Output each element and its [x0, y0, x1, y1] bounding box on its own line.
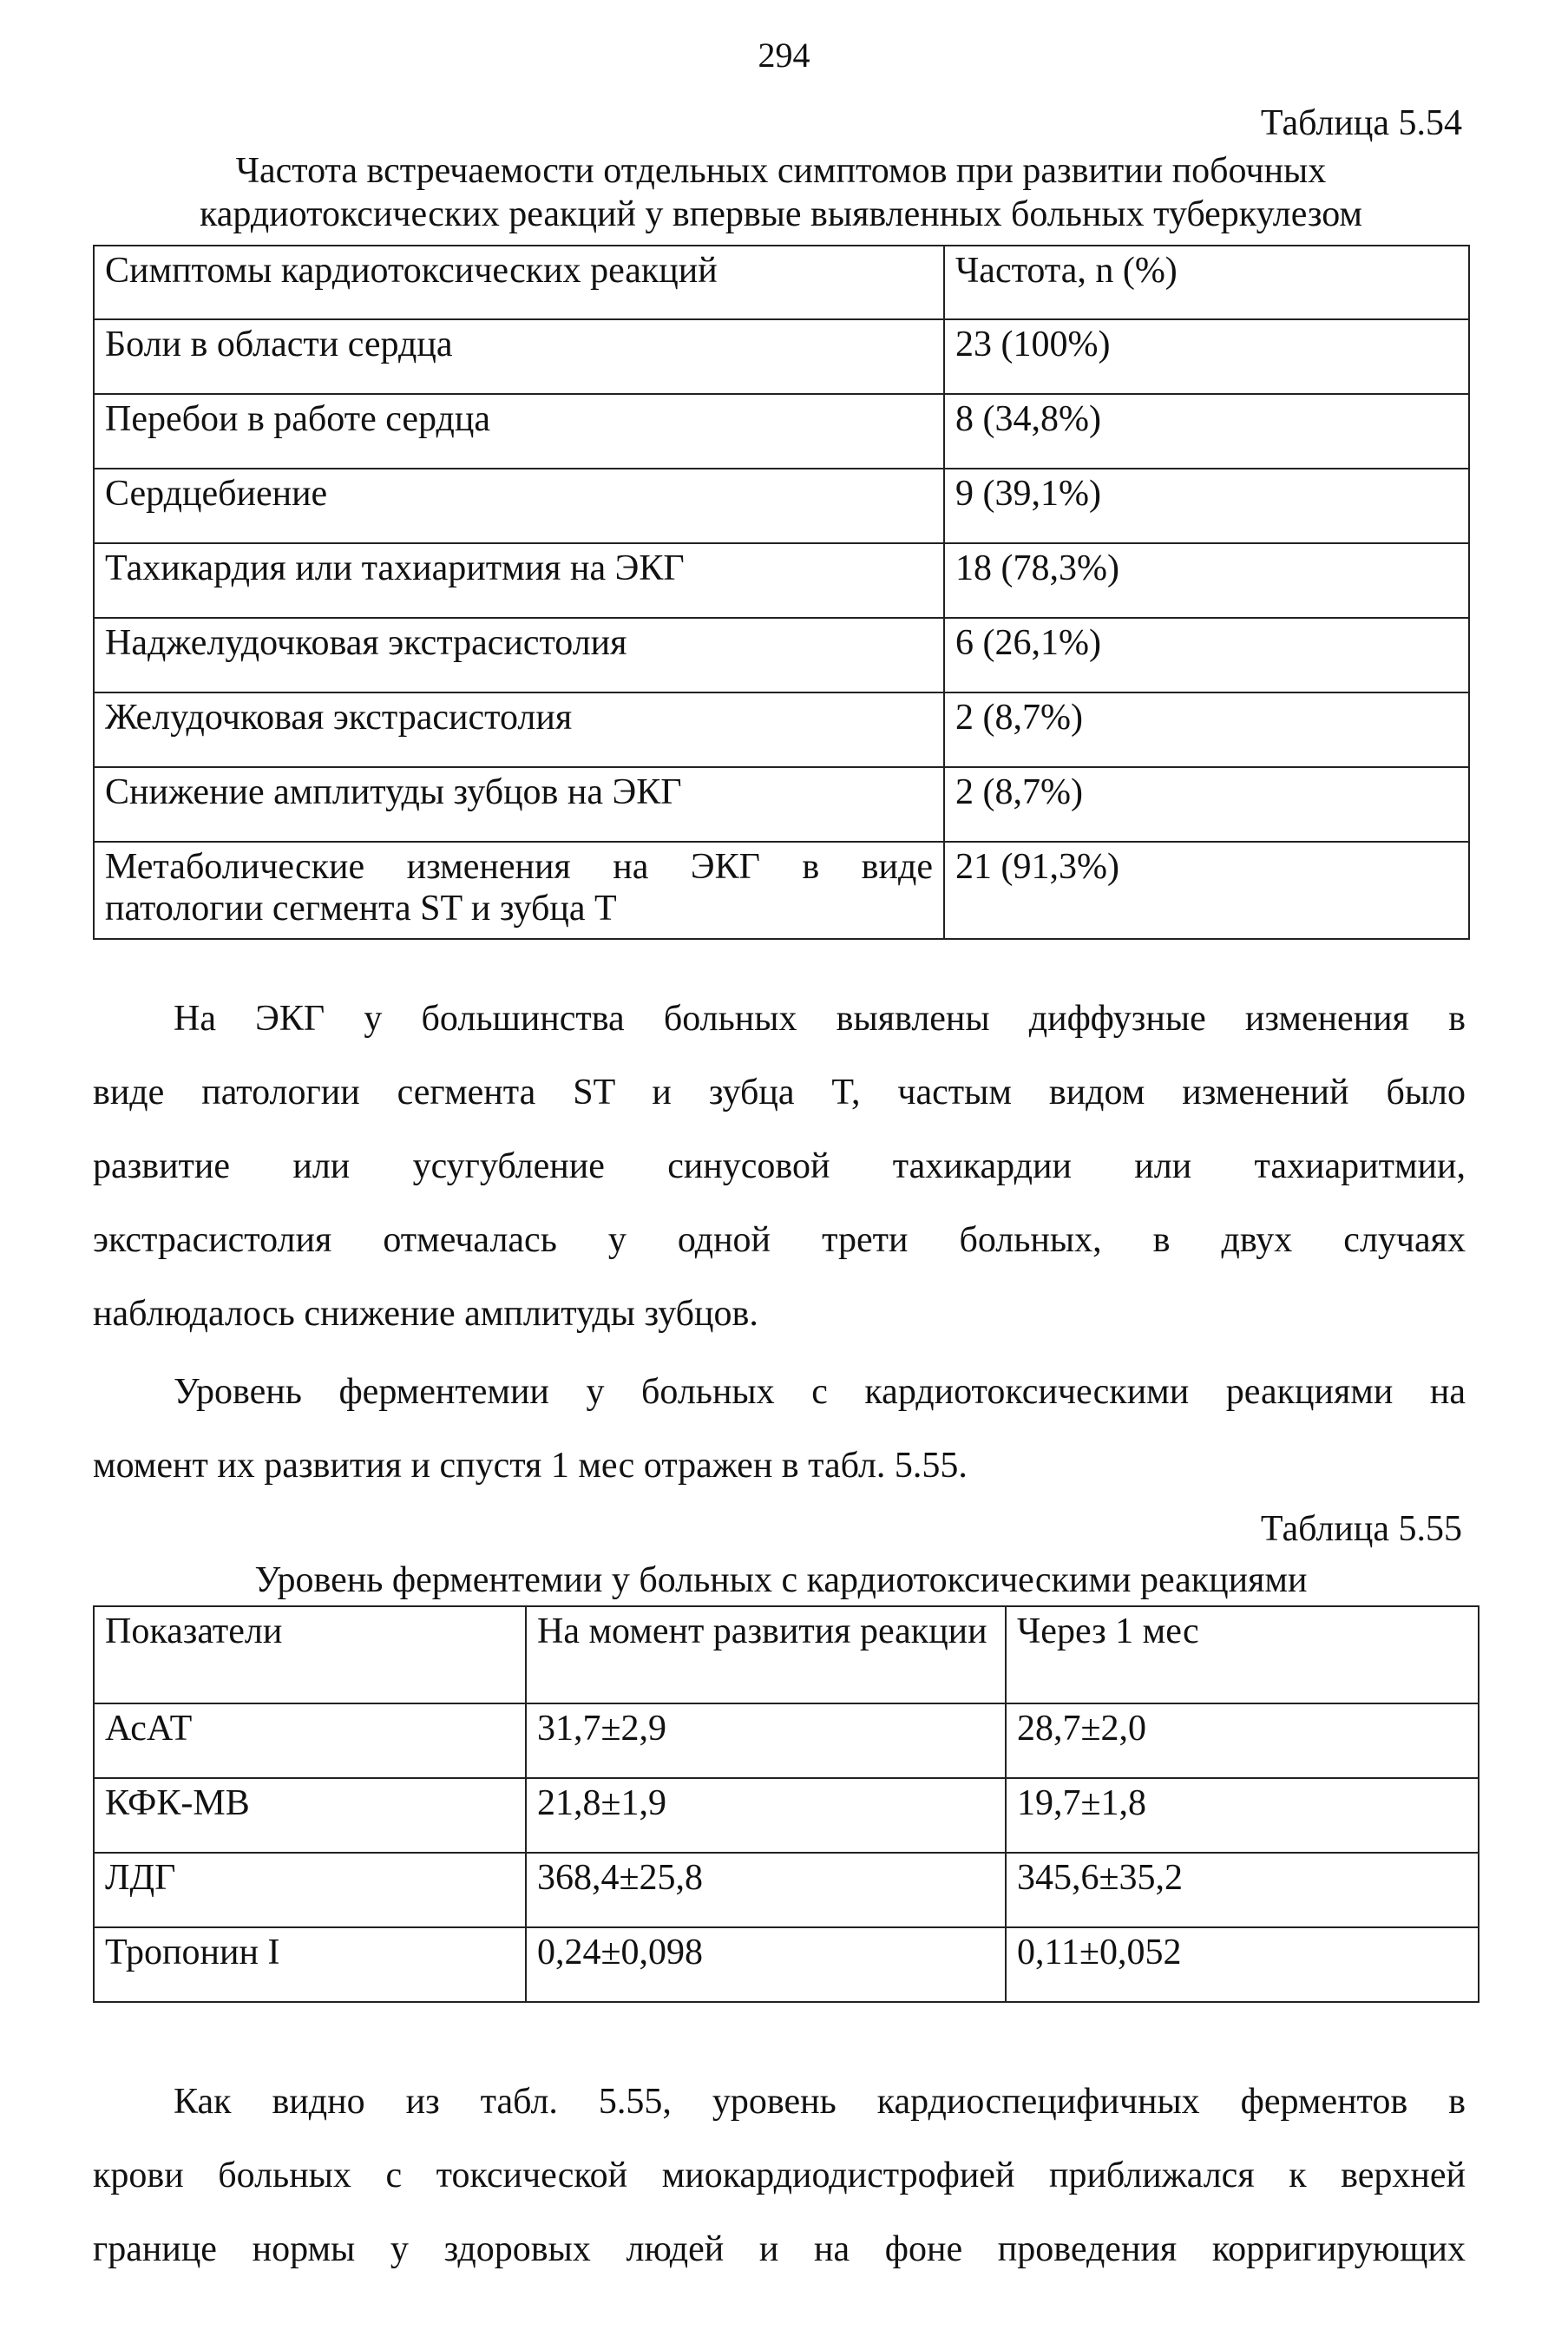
- table-row: [94, 1853, 1479, 1927]
- symptom-line2: патологии сегмента ST и зубца T: [105, 889, 617, 929]
- table-row: [94, 469, 1469, 543]
- paragraph-2: [93, 1355, 1466, 1503]
- frequency-cell: 6 (26,1%): [944, 618, 1469, 692]
- paragraph-1: [93, 982, 1466, 1351]
- after-value-cell: 19,7±1,8: [1006, 1778, 1479, 1853]
- symptom-cell: Боли в области сердца: [94, 319, 944, 394]
- after-value-cell: 345,6±35,2: [1006, 1853, 1479, 1927]
- table1-title-line2: кардиотоксических реакций у впервые выявленных больных туберкулезом: [200, 194, 1362, 234]
- after-value-cell: 0,11±0,052: [1006, 1927, 1479, 2002]
- table2-header-indicators: Показатели: [94, 1606, 526, 1703]
- table-row: [94, 1927, 1479, 2002]
- paragraph-line: крови больных с токсической миокардиодистрофией приближался к верхней: [93, 2156, 1466, 2195]
- onset-value-cell: 368,4±25,8: [526, 1853, 1006, 1927]
- after-value-cell: 28,7±2,0: [1006, 1703, 1479, 1778]
- symptom-cell-multiline: [94, 842, 944, 939]
- paragraph-line: виде патологии сегмента ST и зубца T, частым видом изменений было: [93, 1073, 1466, 1112]
- table2-header-row: [94, 1606, 1479, 1703]
- table1-label: Таблица 5.54: [1260, 103, 1462, 143]
- table2-header-onset: На момент развития реакции: [526, 1606, 1006, 1703]
- indicator-cell: АсАТ: [94, 1703, 526, 1778]
- onset-value-cell: 0,24±0,098: [526, 1927, 1006, 2002]
- paragraph-3: [93, 2065, 1466, 2287]
- frequency-cell: 18 (78,3%): [944, 543, 1469, 618]
- table-row: [94, 692, 1469, 767]
- paragraph-line: На ЭКГ у большинства больных выявлены диффузные изменения в: [174, 999, 1466, 1039]
- table1-header-row: [94, 246, 1469, 319]
- frequency-cell: 2 (8,7%): [944, 692, 1469, 767]
- paragraph-line: Как видно из табл. 5.55, уровень кардиоспецифичных ферментов в: [174, 2082, 1466, 2122]
- symptom-cell: Желудочковая экстрасистолия: [94, 692, 944, 767]
- symptom-cell: Тахикардия или тахиаритмия на ЭКГ: [94, 543, 944, 618]
- paragraph-line: границе нормы у здоровых людей и на фоне проведения корригирующих: [93, 2229, 1466, 2269]
- indicator-cell: Тропонин I: [94, 1927, 526, 2002]
- table1-header-frequency: Частота, n (%): [944, 246, 1469, 319]
- table2-header-after: Через 1 мес: [1006, 1606, 1479, 1703]
- frequency-cell: 9 (39,1%): [944, 469, 1469, 543]
- table-row: [94, 319, 1469, 394]
- table1-header-symptoms: Симптомы кардиотоксических реакций: [94, 246, 944, 319]
- indicator-cell: ЛДГ: [94, 1853, 526, 1927]
- table1: [93, 245, 1470, 940]
- table-row: [94, 767, 1469, 842]
- paragraph-line: момент их развития и спустя 1 мес отражен в табл. 5.55.: [93, 1446, 968, 1486]
- paragraph-line: наблюдалось снижение амплитуды зубцов.: [93, 1294, 758, 1334]
- frequency-cell: 23 (100%): [944, 319, 1469, 394]
- table-row: [94, 394, 1469, 469]
- frequency-cell: 21 (91,3%): [944, 842, 1469, 939]
- onset-value-cell: 31,7±2,9: [526, 1703, 1006, 1778]
- paragraph-line: Уровень ферментемии у больных с кардиотоксическими реакциями на: [174, 1372, 1466, 1412]
- symptom-cell: Сердцебиение: [94, 469, 944, 543]
- table-row: [94, 1778, 1479, 1853]
- table-row: [94, 543, 1469, 618]
- table1-title-line1: Частота встречаемости отдельных симптомов при развитии побочных: [235, 151, 1327, 191]
- table-row: [94, 842, 1469, 939]
- onset-value-cell: 21,8±1,9: [526, 1778, 1006, 1853]
- indicator-cell: КФК-МВ: [94, 1778, 526, 1853]
- table-row: [94, 618, 1469, 692]
- table1-title: [87, 149, 1475, 236]
- symptom-cell: Наджелудочковая экстрасистолия: [94, 618, 944, 692]
- frequency-cell: 2 (8,7%): [944, 767, 1469, 842]
- paragraph-line: экстрасистолия отмечалась у одной трети больных, в двух случаях: [93, 1220, 1466, 1260]
- page-number: 294: [758, 36, 810, 75]
- symptom-line1: Метаболические изменения на ЭКГ в виде: [105, 847, 933, 887]
- table2: [93, 1605, 1479, 2003]
- frequency-cell: 8 (34,8%): [944, 394, 1469, 469]
- symptom-cell: Снижение амплитуды зубцов на ЭКГ: [94, 767, 944, 842]
- table-row: [94, 1703, 1479, 1778]
- symptom-cell: Перебои в работе сердца: [94, 394, 944, 469]
- table2-title: Уровень ферментемии у больных с кардиотоксическими реакциями: [254, 1560, 1308, 1600]
- paragraph-line: развитие или усугубление синусовой тахикардии или тахиаритмии,: [93, 1146, 1466, 1186]
- table2-label: Таблица 5.55: [1260, 1509, 1462, 1549]
